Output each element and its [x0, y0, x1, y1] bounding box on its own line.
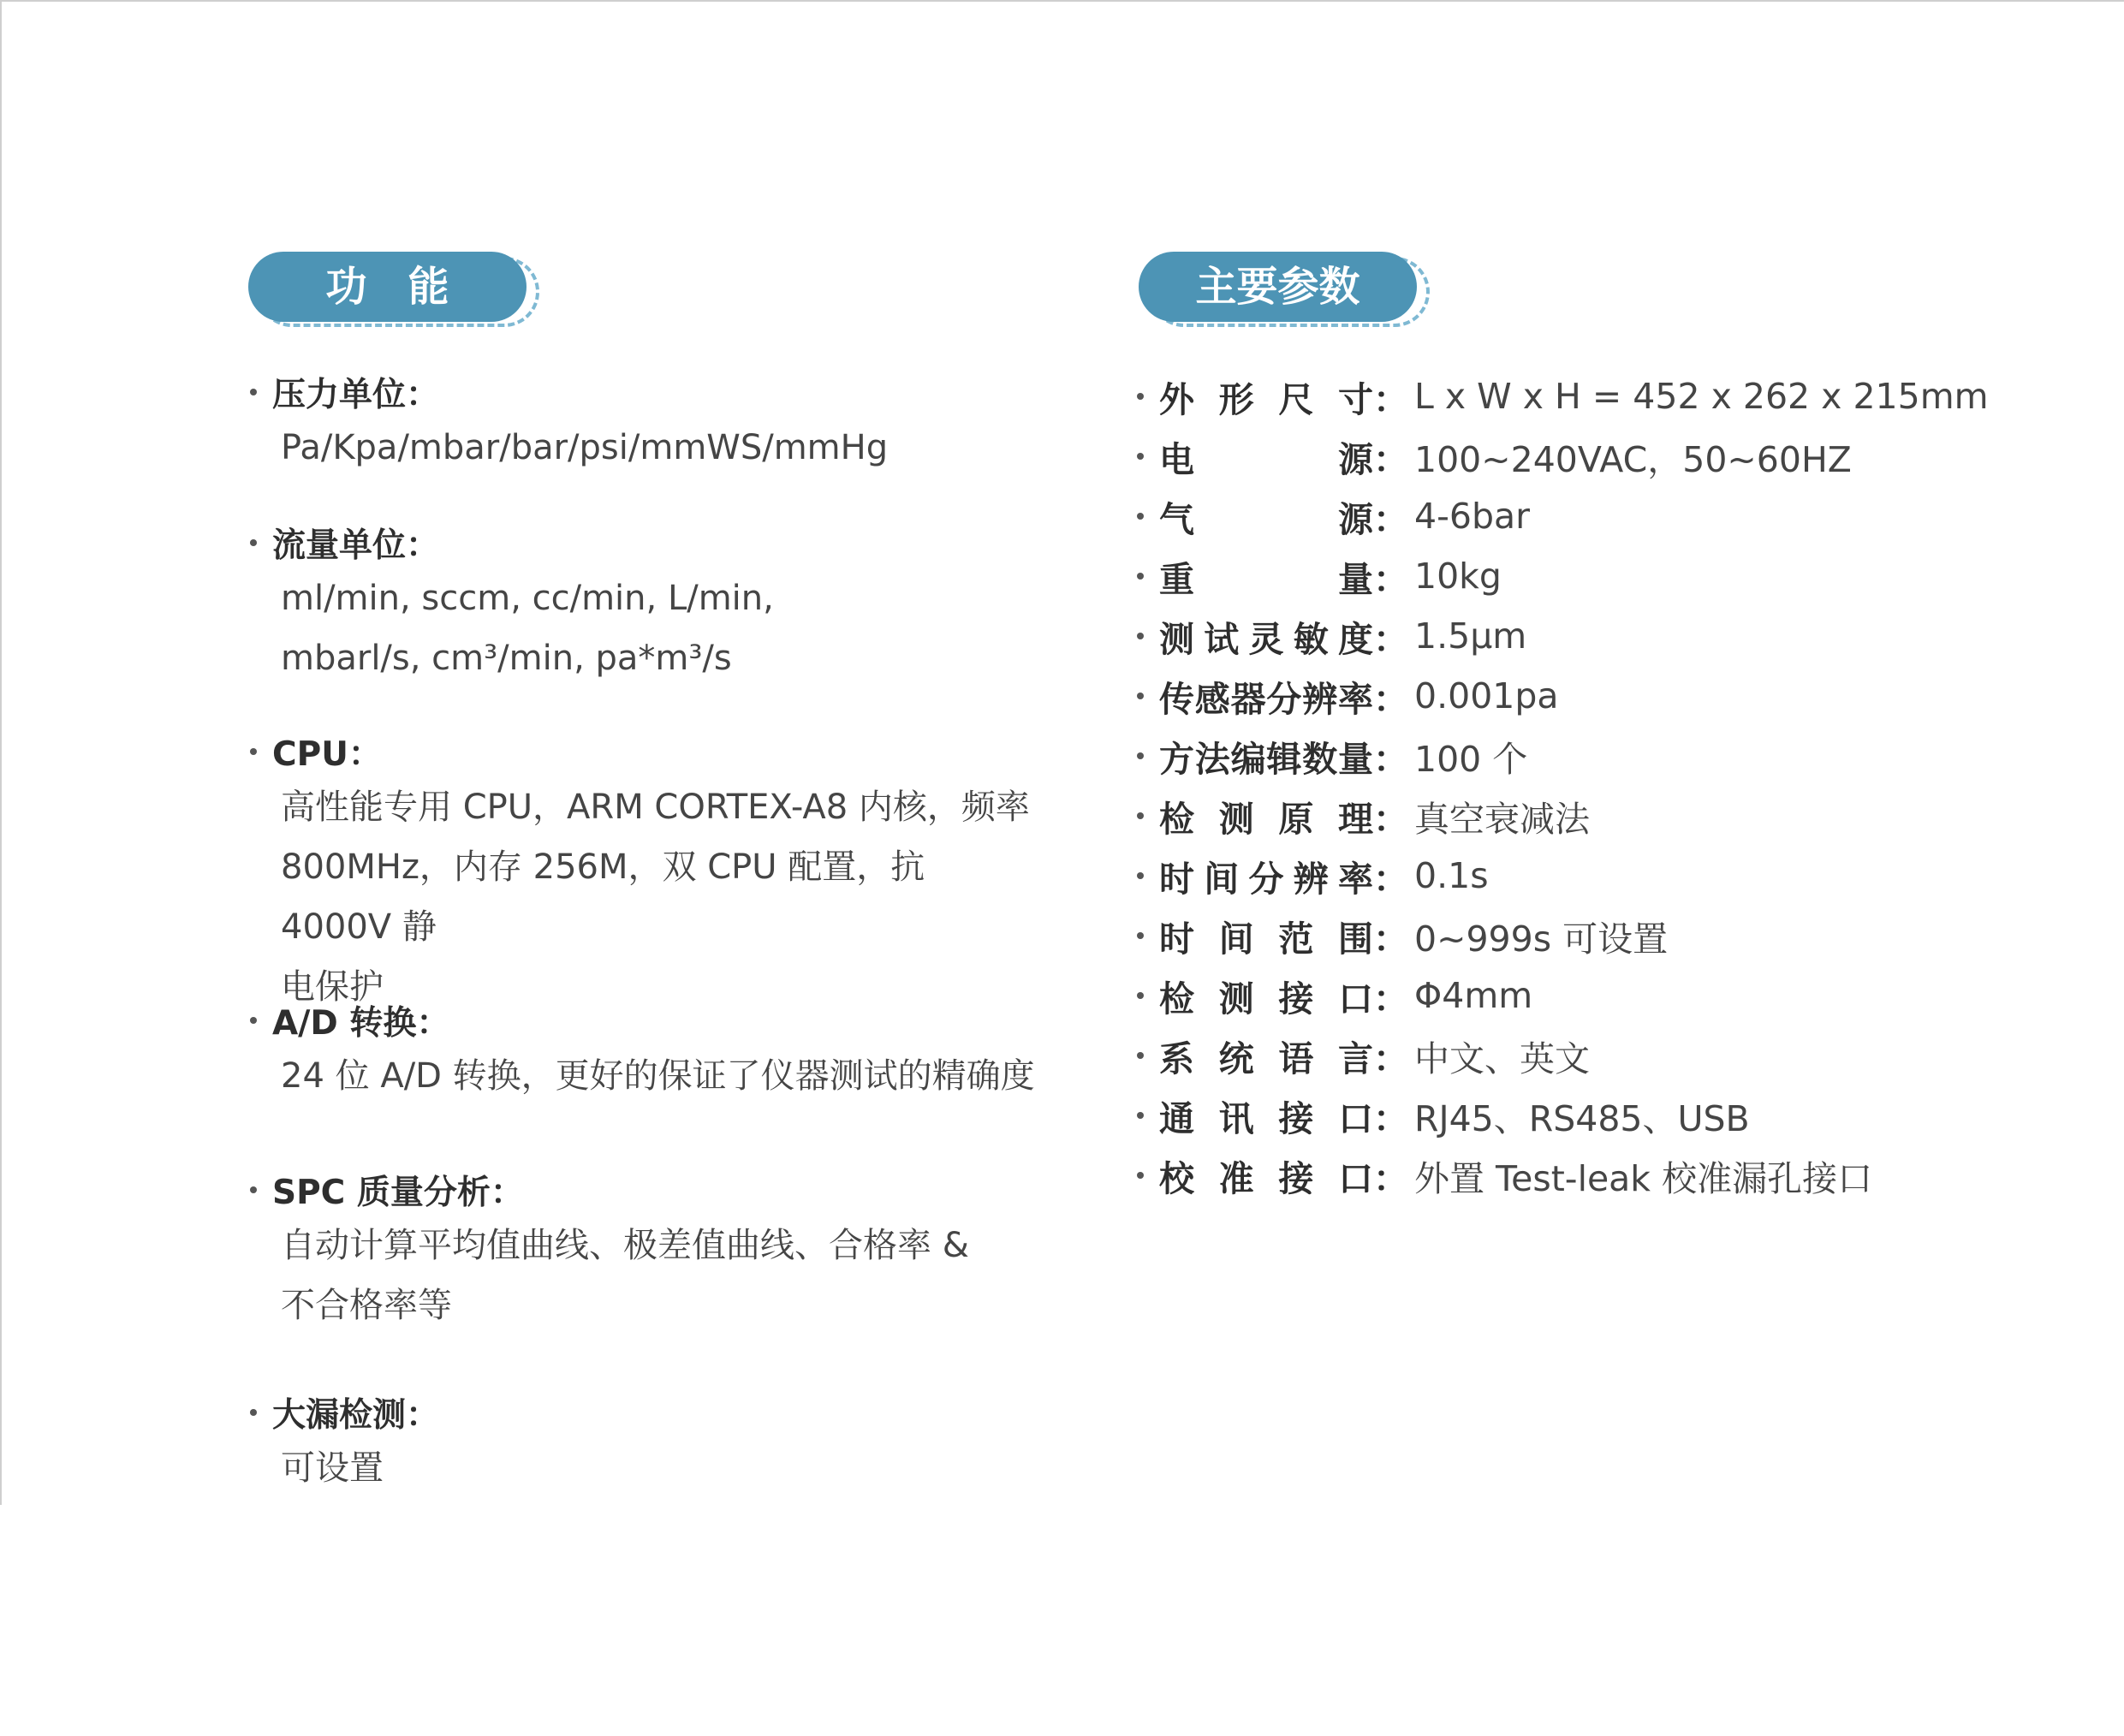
bullet-dot	[250, 389, 257, 395]
feature-title: 大漏检测：	[272, 1396, 440, 1435]
spec-colon: ：	[1373, 1097, 1408, 1139]
bullet-dot	[1137, 513, 1144, 520]
spec-colon: ：	[1373, 798, 1408, 840]
spec-row-test-port	[1137, 966, 1532, 1026]
spec-row-method-count	[1137, 726, 1527, 786]
spec-row-principle	[1137, 786, 1590, 846]
bullet-dot	[1137, 812, 1144, 819]
bullet-dot	[1137, 693, 1144, 699]
spec-colon: ：	[1373, 378, 1408, 420]
feature-body: Pa/Kpa/mbar/bar/psi/mmWS/mmHg	[281, 428, 889, 467]
spec-label: 检测接口	[1159, 978, 1373, 1020]
spec-value: 真空衰减法	[1414, 798, 1590, 840]
spec-value: 10kg	[1414, 556, 1502, 597]
bullet-dot	[250, 1409, 257, 1416]
spec-row-sensor-resolution	[1137, 666, 1559, 726]
page-border-top	[0, 0, 2124, 2]
feature-item-ad-conversion	[250, 995, 1038, 1106]
bullet-dot	[250, 1017, 257, 1024]
spec-label: 校准接口	[1159, 1157, 1373, 1199]
spec-label: 重量	[1159, 558, 1373, 600]
spec-label: 外形尺寸	[1159, 378, 1373, 420]
spec-row-language	[1137, 1026, 1590, 1085]
spec-value: L x W x H = 452 x 262 x 215mm	[1414, 376, 1989, 417]
spec-value: 中文、英文	[1414, 1037, 1590, 1079]
spec-label: 系统语言	[1159, 1037, 1373, 1079]
spec-colon: ：	[1373, 1157, 1408, 1199]
spec-value: 1.5μm	[1414, 615, 1527, 657]
bullet-dot	[1137, 992, 1144, 999]
spec-label: 测试灵敏度	[1159, 618, 1373, 660]
feature-body: 高性能专用 CPU，ARM CORTEX-A8 内核，频率 800MHz，内存 256M，双 CPU 配置，抗 4000V 静 电保护	[281, 788, 1030, 1007]
feature-item-cpu	[250, 726, 1038, 1017]
spec-value: 100~240VAC，50~60HZ	[1414, 438, 1852, 480]
feature-title: A/D 转换：	[272, 1004, 450, 1043]
bullet-dot	[1137, 752, 1144, 759]
spec-row-power	[1137, 426, 1852, 486]
bullet-dot	[250, 748, 257, 755]
spec-row-time-resolution	[1137, 846, 1489, 906]
feature-title: SPC 质量分析：	[272, 1174, 524, 1212]
spec-value: 外置 Test-leak 校准漏孔接口	[1414, 1157, 1873, 1199]
bullet-dot	[250, 539, 257, 546]
spec-row-sensitivity	[1137, 606, 1526, 666]
spec-value: 0.001pa	[1414, 675, 1559, 716]
spec-label: 电源	[1159, 438, 1373, 480]
feature-item-spc-analysis	[250, 1164, 1038, 1335]
spec-colon: ：	[1373, 618, 1408, 660]
spec-colon: ：	[1373, 918, 1408, 960]
spec-colon: ：	[1373, 678, 1408, 720]
params-section-title: 主要参数	[1139, 252, 1417, 322]
spec-colon: ：	[1373, 1037, 1408, 1079]
spec-value: 4-6bar	[1414, 496, 1530, 537]
bullet-dot	[1137, 932, 1144, 939]
functions-section-title: 功 能	[248, 252, 527, 322]
spec-label: 方法编辑数量	[1159, 738, 1373, 780]
spec-value: 100 个	[1414, 738, 1528, 780]
spec-row-comm-port	[1137, 1085, 1750, 1145]
spec-value: RJ45、RS485、USB	[1414, 1097, 1750, 1139]
spec-label: 通讯接口	[1159, 1097, 1373, 1139]
spec-colon: ：	[1373, 858, 1408, 900]
spec-row-time-range	[1137, 906, 1668, 966]
spec-label: 时间分辨率	[1159, 858, 1373, 900]
feature-body: ml/min, sccm, cc/min, L/min, mbarl/s, cm³/min, pa*m³/s	[281, 579, 774, 678]
bullet-dot	[1137, 1112, 1144, 1119]
bullet-dot	[1137, 1172, 1144, 1179]
feature-title: CPU：	[272, 735, 382, 774]
bullet-dot	[1137, 1052, 1144, 1059]
spec-colon: ：	[1373, 498, 1408, 540]
page-border-left	[0, 0, 2, 1505]
spec-colon: ：	[1373, 738, 1408, 780]
bullet-dot	[1137, 573, 1144, 580]
feature-body: 可设置	[281, 1448, 384, 1488]
spec-row-calibration-port	[1137, 1145, 1872, 1205]
spec-label: 检测原理	[1159, 798, 1373, 840]
bullet-dot	[1137, 453, 1144, 460]
spec-row-dimensions	[1137, 366, 1989, 426]
spec-colon: ：	[1373, 558, 1408, 600]
spec-colon: ：	[1373, 438, 1408, 480]
spec-value: 0.1s	[1414, 855, 1489, 896]
bullet-dot	[1137, 872, 1144, 879]
feature-item-pressure-unit	[250, 366, 1038, 478]
spec-label: 传感器分辨率	[1159, 678, 1373, 720]
feature-item-flow-unit	[250, 517, 1038, 688]
spec-label: 气源	[1159, 498, 1373, 540]
feature-title: 压力单位：	[272, 376, 440, 414]
spec-row-weight	[1137, 546, 1502, 606]
feature-body: 自动计算平均值曲线、极差值曲线、合格率 & 不合格率等	[281, 1226, 969, 1325]
bullet-dot	[1137, 393, 1144, 400]
bullet-dot	[1137, 633, 1144, 639]
spec-value: Φ4mm	[1414, 975, 1533, 1016]
spec-colon: ：	[1373, 978, 1408, 1020]
feature-title: 流量单位：	[272, 526, 440, 565]
feature-body: 24 位 A/D 转换，更好的保证了仪器测试的精确度	[281, 1056, 1035, 1096]
spec-value: 0~999s 可设置	[1414, 918, 1669, 960]
feature-item-large-leak	[250, 1387, 1038, 1498]
spec-row-air-source	[1137, 486, 1530, 546]
spec-label: 时间范围	[1159, 918, 1373, 960]
bullet-dot	[250, 1186, 257, 1193]
